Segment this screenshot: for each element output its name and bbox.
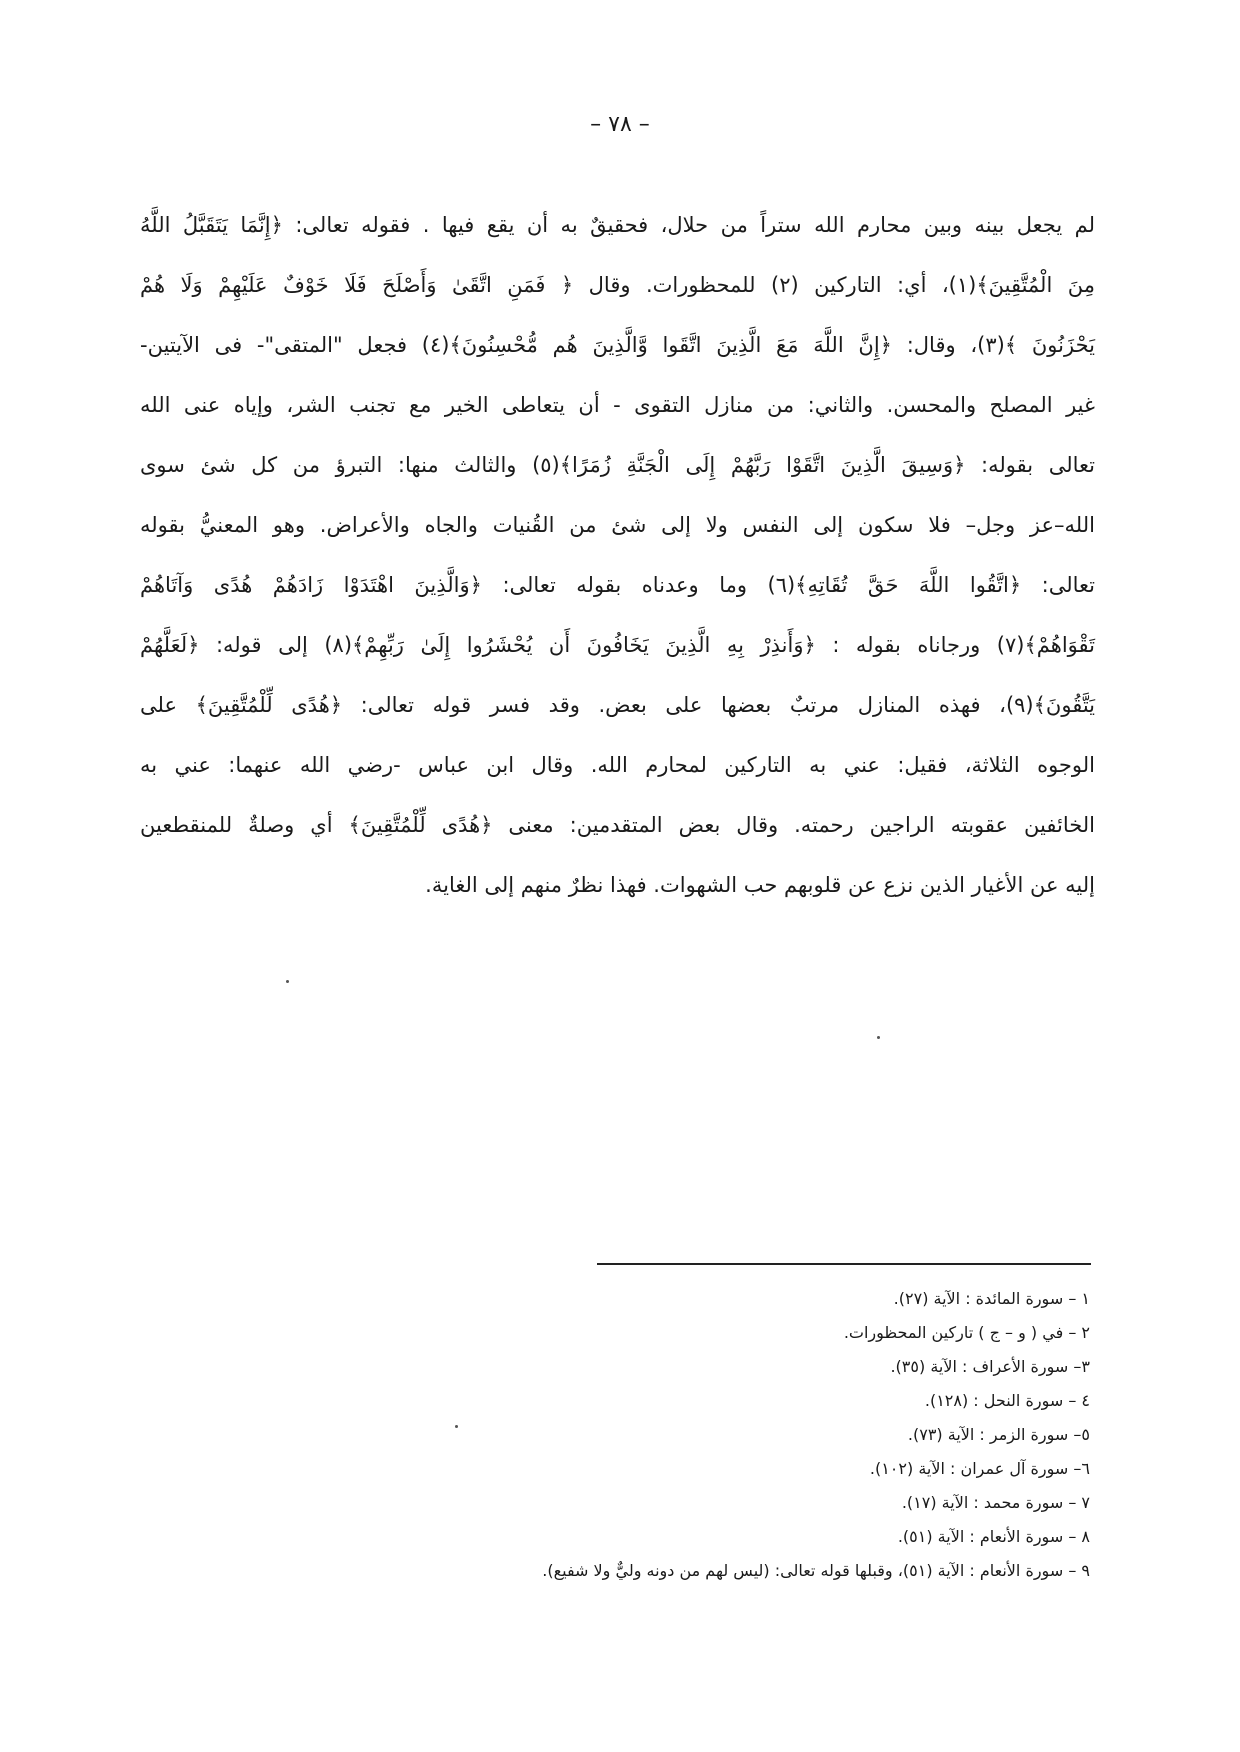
body-line: الوجوه الثلاثة، فقيل: عني به التاركين لمحارم الله. وقال ابن عباس -رضي الله عنهما: عني به: [140, 753, 1095, 777]
footnotes: [440, 1282, 1090, 1588]
body-line: الخائفين عقوبته الراجين رحمته. وقال بعض المتقدمين: معنى ﴿هُدًى لِّلْمُتَّقِينَ﴾ أي وصلةٌ للمنقطعين: [140, 813, 1095, 837]
footnote: ٧ – سورة محمد : الآية (١٧).: [901, 1493, 1090, 1512]
body-line: تَقْوَاهُمْ﴾(٧) ورجاناه بقوله : ﴿وَأَنذِرْ بِهِ الَّذِينَ يَخَافُونَ أَن يُحْشَرُوا إِلَىٰ رَبِّهِمْ﴾(٨) إلى قوله: ﴿لَعَلَّهُمْ: [140, 633, 1095, 657]
scan-speck: [877, 1036, 880, 1039]
scan-speck: [286, 980, 289, 983]
body-line: لم يجعل بينه وبين محارم الله ستراً من حلال، فحقيقٌ به أن يقع فيها . فقوله تعالى: ﴿إِنَّمَا يَتَقَبَّلُ اللَّهُ: [140, 213, 1095, 237]
body-line: يَتَّقُونَ﴾(٩)، فهذه المنازل مرتبٌ بعضها على بعض. وقد فسر قوله تعالى: ﴿هُدًى لِّلْمُتَّقِينَ﴾ على: [140, 693, 1095, 717]
body-line: تعالى بقوله: ﴿وَسِيقَ الَّذِينَ اتَّقَوْا رَبَّهُمْ إِلَى الْجَنَّةِ زُمَرًا﴾(٥) والثالث منها: التبرؤ من كل شئ سوى: [140, 453, 1095, 477]
footnote: ٨ – سورة الأنعام : الآية (٥١).: [897, 1527, 1090, 1546]
footnote: ٩ – سورة الأنعام : الآية (٥١)، وقبلها قوله تعالى: (ليس لهم من دونه وليٌّ ولا شفيع).: [542, 1561, 1090, 1580]
footnote: ٢ – في ( و – ج ) تاركين المحظورات.: [843, 1323, 1090, 1342]
footnote: ١ – سورة المائدة : الآية (٢٧).: [893, 1289, 1090, 1308]
body-line: إليه عن الأغيار الذين نزع عن قلوبهم حب الشهوات. فهذا نظرٌ منهم إلى الغاية.: [425, 873, 1095, 897]
body-line: يَحْزَنُونَ ﴾(٣)، وقال: ﴿إِنَّ اللَّهَ مَعَ الَّذِينَ اتَّقَوا وَّالَّذِينَ هُم مُّحْسِنُونَ﴾(٤) فجعل "المتقى"- فى الآيتين-: [140, 333, 1095, 357]
page-number: – ٧٨ –: [590, 112, 650, 137]
body-line: غير المصلح والمحسن. والثاني: من منازل التقوى - أن يتعاطى الخير مع تجنب الشر، وإياه عنى الله: [140, 393, 1095, 417]
body-line: تعالى: ﴿اتَّقُوا اللَّهَ حَقَّ تُقَاتِهِ﴾(٦) وما وعدناه بقوله تعالى: ﴿وَالَّذِينَ اهْتَدَوْا زَادَهُمْ هُدًى وَآتَاهُمْ: [140, 573, 1096, 597]
body-line: مِنَ الْمُتَّقِينَ﴾(١)، أي: التاركين (٢) للمحظورات. وقال ﴿ فَمَنِ اتَّقَىٰ وَأَصْلَحَ فَلَا خَوْفٌ عَلَيْهِمْ وَلَا هُمْ: [140, 273, 1096, 297]
footnote: ٥– سورة الزمر : الآية (٧٣).: [907, 1425, 1090, 1444]
footnote: ٦– سورة آل عمران : الآية (١٠٢).: [869, 1459, 1090, 1478]
body-text: [140, 195, 1095, 915]
footnote: ٤ – سورة النحل : (١٢٨).: [924, 1391, 1090, 1410]
footnote: ٣– سورة الأعراف : الآية (٣٥).: [890, 1357, 1090, 1376]
footnote-separator: [597, 1263, 1091, 1265]
body-line: الله–عز وجل– فلا سكون إلى النفس ولا إلى شئ من القُنيات والجاه والأعراض. وهو المعنيُّ بقوله: [140, 513, 1095, 537]
